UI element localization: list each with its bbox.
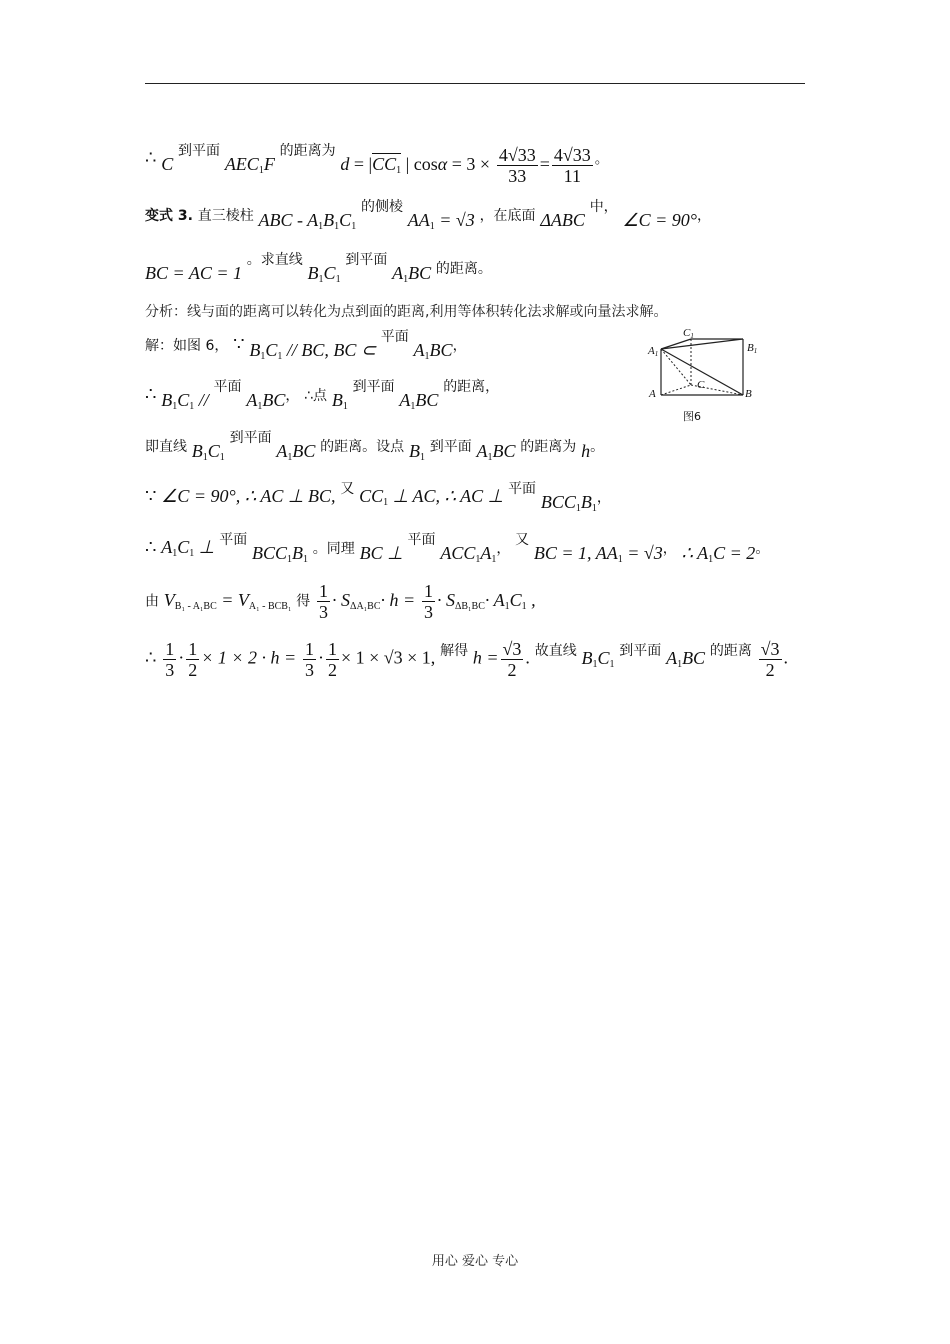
cc1-perp-expr: $CC_1$ ⊥ AC, ∴ AC ⊥ (359, 486, 504, 508)
hence-line-text: 故直线 (534, 642, 577, 659)
plane-a1bc: $A_1BC$ (276, 441, 316, 463)
comma-2: ， (662, 541, 677, 557)
fraction-1-2-b: $\frac{1}{2}$ (327, 639, 337, 680)
plane-aec1f: $AEC_1F$ (224, 153, 275, 176)
solution-line-4 (145, 481, 611, 514)
period-2: . (783, 647, 789, 668)
variant3-statement (145, 199, 711, 232)
fraction-sqrt3-2: $\frac{√3}{2}$ (502, 639, 522, 680)
also-text: 又 (340, 481, 355, 497)
point-b1: $B_1$ (408, 441, 425, 463)
therefore-symbol: ∴ (145, 647, 157, 668)
point-c: C (161, 153, 174, 174)
distance-text: 的距离。 (435, 261, 492, 277)
plane-text-2: 平面 (407, 532, 436, 548)
fraction-one-third-2: $\frac{1}{3}$ (423, 581, 433, 622)
angle-perp-expr: ∠C = 90°, ∴ AC ⊥ BC, (161, 486, 336, 506)
line-b1c1: $B_1C_1$ (307, 263, 341, 285)
comma: ， (452, 338, 467, 354)
therefore-symbol: ∴ (145, 147, 157, 168)
label-a: A (649, 388, 656, 400)
comma: ， (496, 541, 511, 557)
triangle-abc: ΔABC (540, 210, 585, 230)
bc-ac-eq: BC = AC = 1 (145, 263, 242, 283)
distance-is-text: 的距离为 (520, 439, 577, 455)
b1c1-parallel: $B_1C_1$ // (161, 390, 209, 412)
fraction-4sqrt33-11: $\frac{4√33}{11}$ (553, 145, 591, 186)
fraction-1-3-b: $\frac{1}{3}$ (304, 639, 314, 680)
analysis-text: 分析：线与面的距离可以转化为点到面的距离,利用等体积转化法求解或向量法求解。 (145, 304, 668, 320)
eq-3x: = 3 × (447, 153, 491, 174)
line-distance-result (145, 140, 609, 186)
solution-line-2 (145, 379, 500, 412)
var-h: h (581, 441, 591, 461)
b1c1-parallel-expr: $B_1C_1$ // BC, BC ⊂ (249, 340, 376, 362)
plane-a1bc-2: $A_1BC$ (399, 390, 439, 412)
to-plane-text: 到平面 (229, 430, 272, 446)
label-c1: C1 (683, 327, 694, 340)
prism-name: ABC - $A_1B_1C_1$ (258, 210, 357, 232)
abs-cos: | cos (401, 153, 438, 174)
find-line-text: 。求直线 (246, 252, 303, 268)
aa1-eq: $AA_1 = √3$ (407, 210, 475, 232)
solution-line-3 (145, 430, 605, 463)
also-text: 又 (515, 532, 530, 548)
plane-bcc1b1: $BCC_1B_1$ (252, 543, 309, 565)
plane-a1bc-2: $A_1BC$ (476, 441, 516, 463)
edge-ac-hidden (661, 385, 691, 395)
solution-line-5 (145, 532, 770, 565)
fraction-one-third: $\frac{1}{3}$ (319, 581, 329, 622)
comma: ， (285, 388, 300, 404)
area-expr-1: · $S_{\Delta A_1BC}\cdot h$ = (332, 589, 416, 612)
lateral-edge-text: 的侧棱 (360, 199, 403, 215)
period: 。 (590, 439, 605, 455)
that-is-line: 即直线 (145, 439, 187, 455)
plane-text: 平面 (219, 532, 248, 548)
bc-perp: BC ⊥ (359, 543, 403, 563)
edge-a1b1 (661, 339, 743, 349)
because-symbol: ∵ (145, 486, 157, 506)
solution-prefix: 解：如图 6， (145, 338, 229, 354)
comma: ， (696, 208, 711, 224)
period: . (525, 647, 530, 668)
fraction-1-3: $\frac{1}{3}$ (165, 639, 175, 680)
eq-abs: = | (349, 153, 373, 174)
volume-equality: $V_{B_1 - A_1BC} = V_{A_1 - BCB_1}$ (163, 589, 292, 612)
a1c1-perp: $A_1C_1$ ⊥ (161, 537, 215, 559)
label-b: B (745, 388, 752, 400)
right-volume-expr: × 1 × √3 × 1, (340, 647, 436, 668)
solution-line-1 (145, 329, 467, 362)
set-point-text: 的距离。设点 (320, 439, 405, 455)
variant-label: 变式 3. (145, 208, 193, 224)
therefore-symbol: ∴ (145, 537, 157, 557)
distance-is-text: 的距离为 (279, 142, 336, 159)
plane-a1bc: $A_1BC$ (666, 647, 706, 670)
from-text: 由 (145, 593, 159, 610)
prism-text: 直三棱柱 (197, 208, 254, 224)
plane-acc1a1: $ACC_1A_1$ (440, 543, 497, 565)
line-b1c1: $B_1C_1$ (581, 647, 615, 670)
label-a1: A1 (648, 345, 659, 358)
solve-text: 解得 (440, 642, 469, 659)
to-plane-text-2: 到平面 (429, 439, 472, 455)
obtain-text: 得 (296, 593, 311, 610)
var-d: d (340, 153, 350, 174)
distance-text: 的距离 (709, 642, 752, 659)
alpha: α (437, 153, 448, 174)
variant3-question (145, 252, 492, 285)
fraction-1-2: $\frac{1}{2}$ (188, 639, 198, 680)
fraction-4sqrt33-33: $\frac{4√33}{33}$ (498, 145, 536, 186)
solution-line-7: ∴ $\frac{1}{3}$ · $\frac{1}{2}$ × 1 × 2 · h = $\frac{1}{3}$ · $\frac{1}{2}$ × 1 × √3 × 1, 解得 h = $\frac{√3}{2}$ . 故直线 $B_1C_1$ 到平面 $A_1BC$ 的距离 $\frac{√3}{2}$ . (145, 639, 789, 680)
figure-prism-diagram (645, 325, 765, 425)
therefore-symbol: ∴ (145, 384, 157, 404)
top-rule (145, 83, 805, 84)
to-plane-text: 到平面 (619, 642, 662, 659)
answer-fraction-sqrt3-2: $\frac{√3}{2}$ (760, 639, 780, 680)
area-expr-2: · $S_{\Delta B_1BC}\cdot A_1C_1$ , (436, 589, 536, 612)
plane-a1bc: $A_1BC$ (392, 263, 432, 285)
angle-c: ∠C = 90° (622, 210, 697, 230)
because-symbol: ∵ (233, 334, 245, 354)
left-volume-expr: × 1 × 2 · h = (201, 647, 297, 668)
plane-a1bc: $A_1BC$ (413, 340, 453, 362)
to-plane-text: 到平面 (178, 142, 221, 159)
middle-text: 中， (589, 199, 618, 215)
h-equals: h = (472, 647, 499, 668)
therefore-point: ∴点 (304, 388, 328, 404)
to-plane-text: 到平面 (352, 379, 395, 395)
to-plane-text: 到平面 (345, 252, 388, 268)
plane-text: 平面 (508, 481, 537, 497)
bc-aa1-values: BC = 1, $AA_1 = √3$ (533, 543, 663, 565)
plane-text: 平面 (213, 379, 242, 395)
page-footer: 用心 爱心 专心 (431, 1254, 519, 1269)
edge-a1c-hidden (661, 349, 691, 385)
eq-sign: = (539, 153, 550, 174)
vector-cc1: $CC_1$ (372, 153, 402, 176)
base-text: ，在底面 (479, 208, 536, 224)
period: 。 (594, 151, 609, 168)
plane-bcc1b1: $BCC_1B_1$ (540, 492, 597, 514)
figure-caption: 图6 (683, 410, 701, 423)
solution-line-6 (145, 582, 536, 621)
comma: ， (596, 490, 611, 506)
line-b1c1: $B_1C_1$ (191, 441, 225, 463)
plane-text: 平面 (380, 329, 409, 345)
similarly-text: 。同理 (312, 541, 355, 557)
distance-text: 的距离， (443, 379, 500, 395)
label-c: C (697, 379, 705, 391)
a1c-value: ∴ $A_1C = 2$ (681, 543, 756, 565)
point-b1: $B_1$ (331, 390, 348, 412)
label-b1: B1 (747, 342, 758, 355)
period: 。 (755, 541, 770, 557)
plane-a1bc: $A_1BC$ (246, 390, 286, 412)
